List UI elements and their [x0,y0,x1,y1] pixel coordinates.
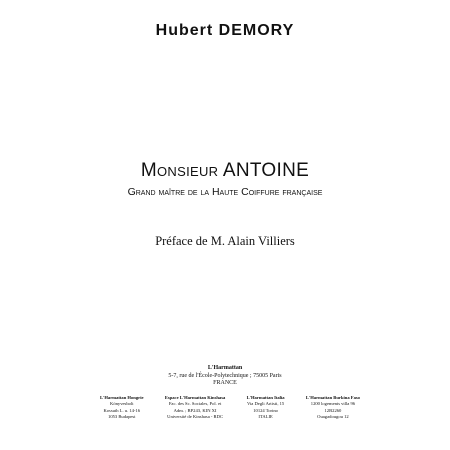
branch-burkina-faso [306,395,360,420]
branch-kinshasa [165,395,226,420]
branch-line: Adm. ; BP243, KIN XI [173,407,217,413]
branch-name: L'Harmattan Hongrie [100,395,144,400]
publisher-branches [100,395,360,420]
preface-credit: Préface de M. Alain Villiers [155,234,295,248]
branch-name: L'Harmattan Italia [246,395,285,400]
branch-name: L'Harmattan Burkina Faso [305,395,360,400]
publisher-country: FRANCE [213,380,237,386]
publisher-address: 5-7, rue de l'École-Polytechnique ; 75005 Paris [168,372,282,379]
publisher-name: L'Harmattan [207,365,243,371]
branch-line: Ouagadougou 12 [317,413,349,419]
publisher-block [0,365,450,388]
author-name: Hubert DEMORY [155,22,295,39]
branch-line: ITALIE [258,413,273,419]
branch-line: Kossuth L. u. 14-16 [103,407,141,413]
branch-line: 1200 logements villa 96 [310,401,356,407]
branch-name: Espace L'Harmattan Kinshasa [164,395,226,400]
branch-line: 12B2260 [324,407,342,413]
branch-line: Könyvesbolt [110,401,134,407]
branch-line: 1053 Budapest [108,413,136,419]
branch-line: Fac. des Sc. Sociales, Pol. et [168,401,222,407]
book-title: Monsieur ANTOINE [140,160,310,181]
branch-line: Université de Kinshasa - RDC [167,413,224,419]
book-subtitle: Grand maître de la Haute Coiffure française [127,186,323,198]
branch-line: Via Degli Artisti, 15 [246,401,285,407]
branch-italia [247,395,285,420]
branch-line: 10124 Torino [253,407,278,413]
branch-hongrie [100,395,144,420]
